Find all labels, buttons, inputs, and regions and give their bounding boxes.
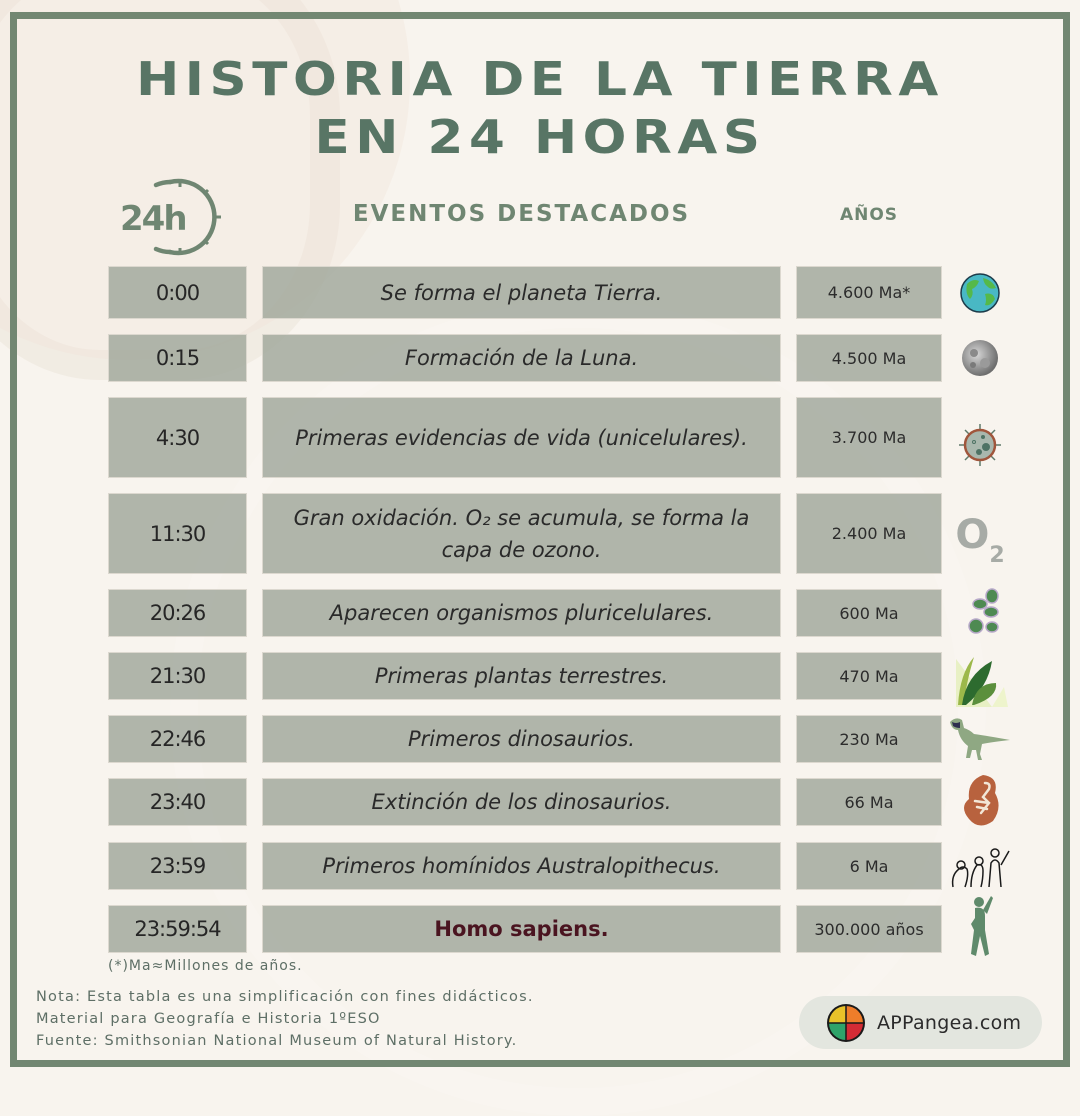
footnote-ma: (*)Ma≈Millones de años. bbox=[108, 958, 303, 974]
multicellular-icon bbox=[952, 586, 1008, 640]
years-cell: 6 Ma bbox=[796, 842, 942, 890]
clock-24h-icon bbox=[118, 174, 228, 260]
time-cell: 20:26 bbox=[108, 589, 247, 637]
note-simplification: Nota: Esta tabla es una simplificación con fines didácticos. bbox=[36, 989, 534, 1005]
column-header-events: EVENTOS DESTACADOS bbox=[352, 201, 691, 227]
page-title-line2: EN 24 HORAS bbox=[314, 110, 766, 164]
event-cell: Primeras evidencias de vida (unicelulares). bbox=[262, 397, 781, 478]
time-cell: 23:59:54 bbox=[108, 905, 247, 953]
brand-label[interactable]: APPangea.com bbox=[877, 1011, 1022, 1034]
human-icon bbox=[952, 893, 1008, 959]
note-source: Fuente: Smithsonian National Museum of Natural History. bbox=[36, 1033, 518, 1049]
event-cell: Formación de la Luna. bbox=[262, 334, 781, 382]
column-header-years: AÑOS bbox=[839, 205, 899, 225]
moon-icon bbox=[952, 334, 1008, 382]
years-cell: 4.500 Ma bbox=[796, 334, 942, 382]
fossil-icon bbox=[952, 772, 1008, 830]
time-cell: 22:46 bbox=[108, 715, 247, 763]
event-cell: Aparecen organismos pluricelulares. bbox=[262, 589, 781, 637]
plants-icon bbox=[952, 652, 1008, 708]
event-cell: Primeras plantas terrestres. bbox=[262, 652, 781, 700]
time-cell: 4:30 bbox=[108, 397, 247, 478]
time-cell: 23:59 bbox=[108, 842, 247, 890]
event-cell: Gran oxidación. O₂ se acumula, se forma la capa de ozono. bbox=[262, 493, 781, 574]
time-cell: 21:30 bbox=[108, 652, 247, 700]
puzzle-logo-icon bbox=[825, 1002, 867, 1044]
years-cell: 230 Ma bbox=[796, 715, 942, 763]
time-cell: 23:40 bbox=[108, 778, 247, 826]
time-cell: 0:00 bbox=[108, 266, 247, 319]
years-cell: 66 Ma bbox=[796, 778, 942, 826]
years-cell: 2.400 Ma bbox=[796, 493, 942, 574]
notes-block bbox=[36, 986, 534, 1052]
evolution-icon bbox=[948, 842, 1012, 892]
years-cell: 470 Ma bbox=[796, 652, 942, 700]
years-cell: 3.700 Ma bbox=[796, 397, 942, 478]
brand-badge[interactable] bbox=[799, 996, 1042, 1049]
time-cell: 0:15 bbox=[108, 334, 247, 382]
note-material: Material para Geografía e Historia 1ºESO bbox=[36, 1011, 381, 1027]
event-cell: Primeros homínidos Australopithecus. bbox=[262, 842, 781, 890]
event-cell: Se forma el planeta Tierra. bbox=[262, 266, 781, 319]
event-cell-highlight: Homo sapiens. bbox=[262, 905, 781, 953]
page-title-line1: HISTORIA DE LA TIERRA bbox=[136, 52, 944, 106]
earth-icon bbox=[952, 266, 1008, 319]
cell-icon bbox=[952, 397, 1008, 492]
years-cell: 4.600 Ma* bbox=[796, 266, 942, 319]
event-cell: Extinción de los dinosaurios. bbox=[262, 778, 781, 826]
dinosaur-icon bbox=[948, 712, 1012, 766]
years-cell: 300.000 años bbox=[796, 905, 942, 953]
oxygen-icon: O 2 bbox=[955, 512, 1005, 568]
years-cell: 600 Ma bbox=[796, 589, 942, 637]
svg-text:24h: 24h bbox=[120, 199, 186, 239]
event-cell: Primeros dinosaurios. bbox=[262, 715, 781, 763]
time-cell: 11:30 bbox=[108, 493, 247, 574]
